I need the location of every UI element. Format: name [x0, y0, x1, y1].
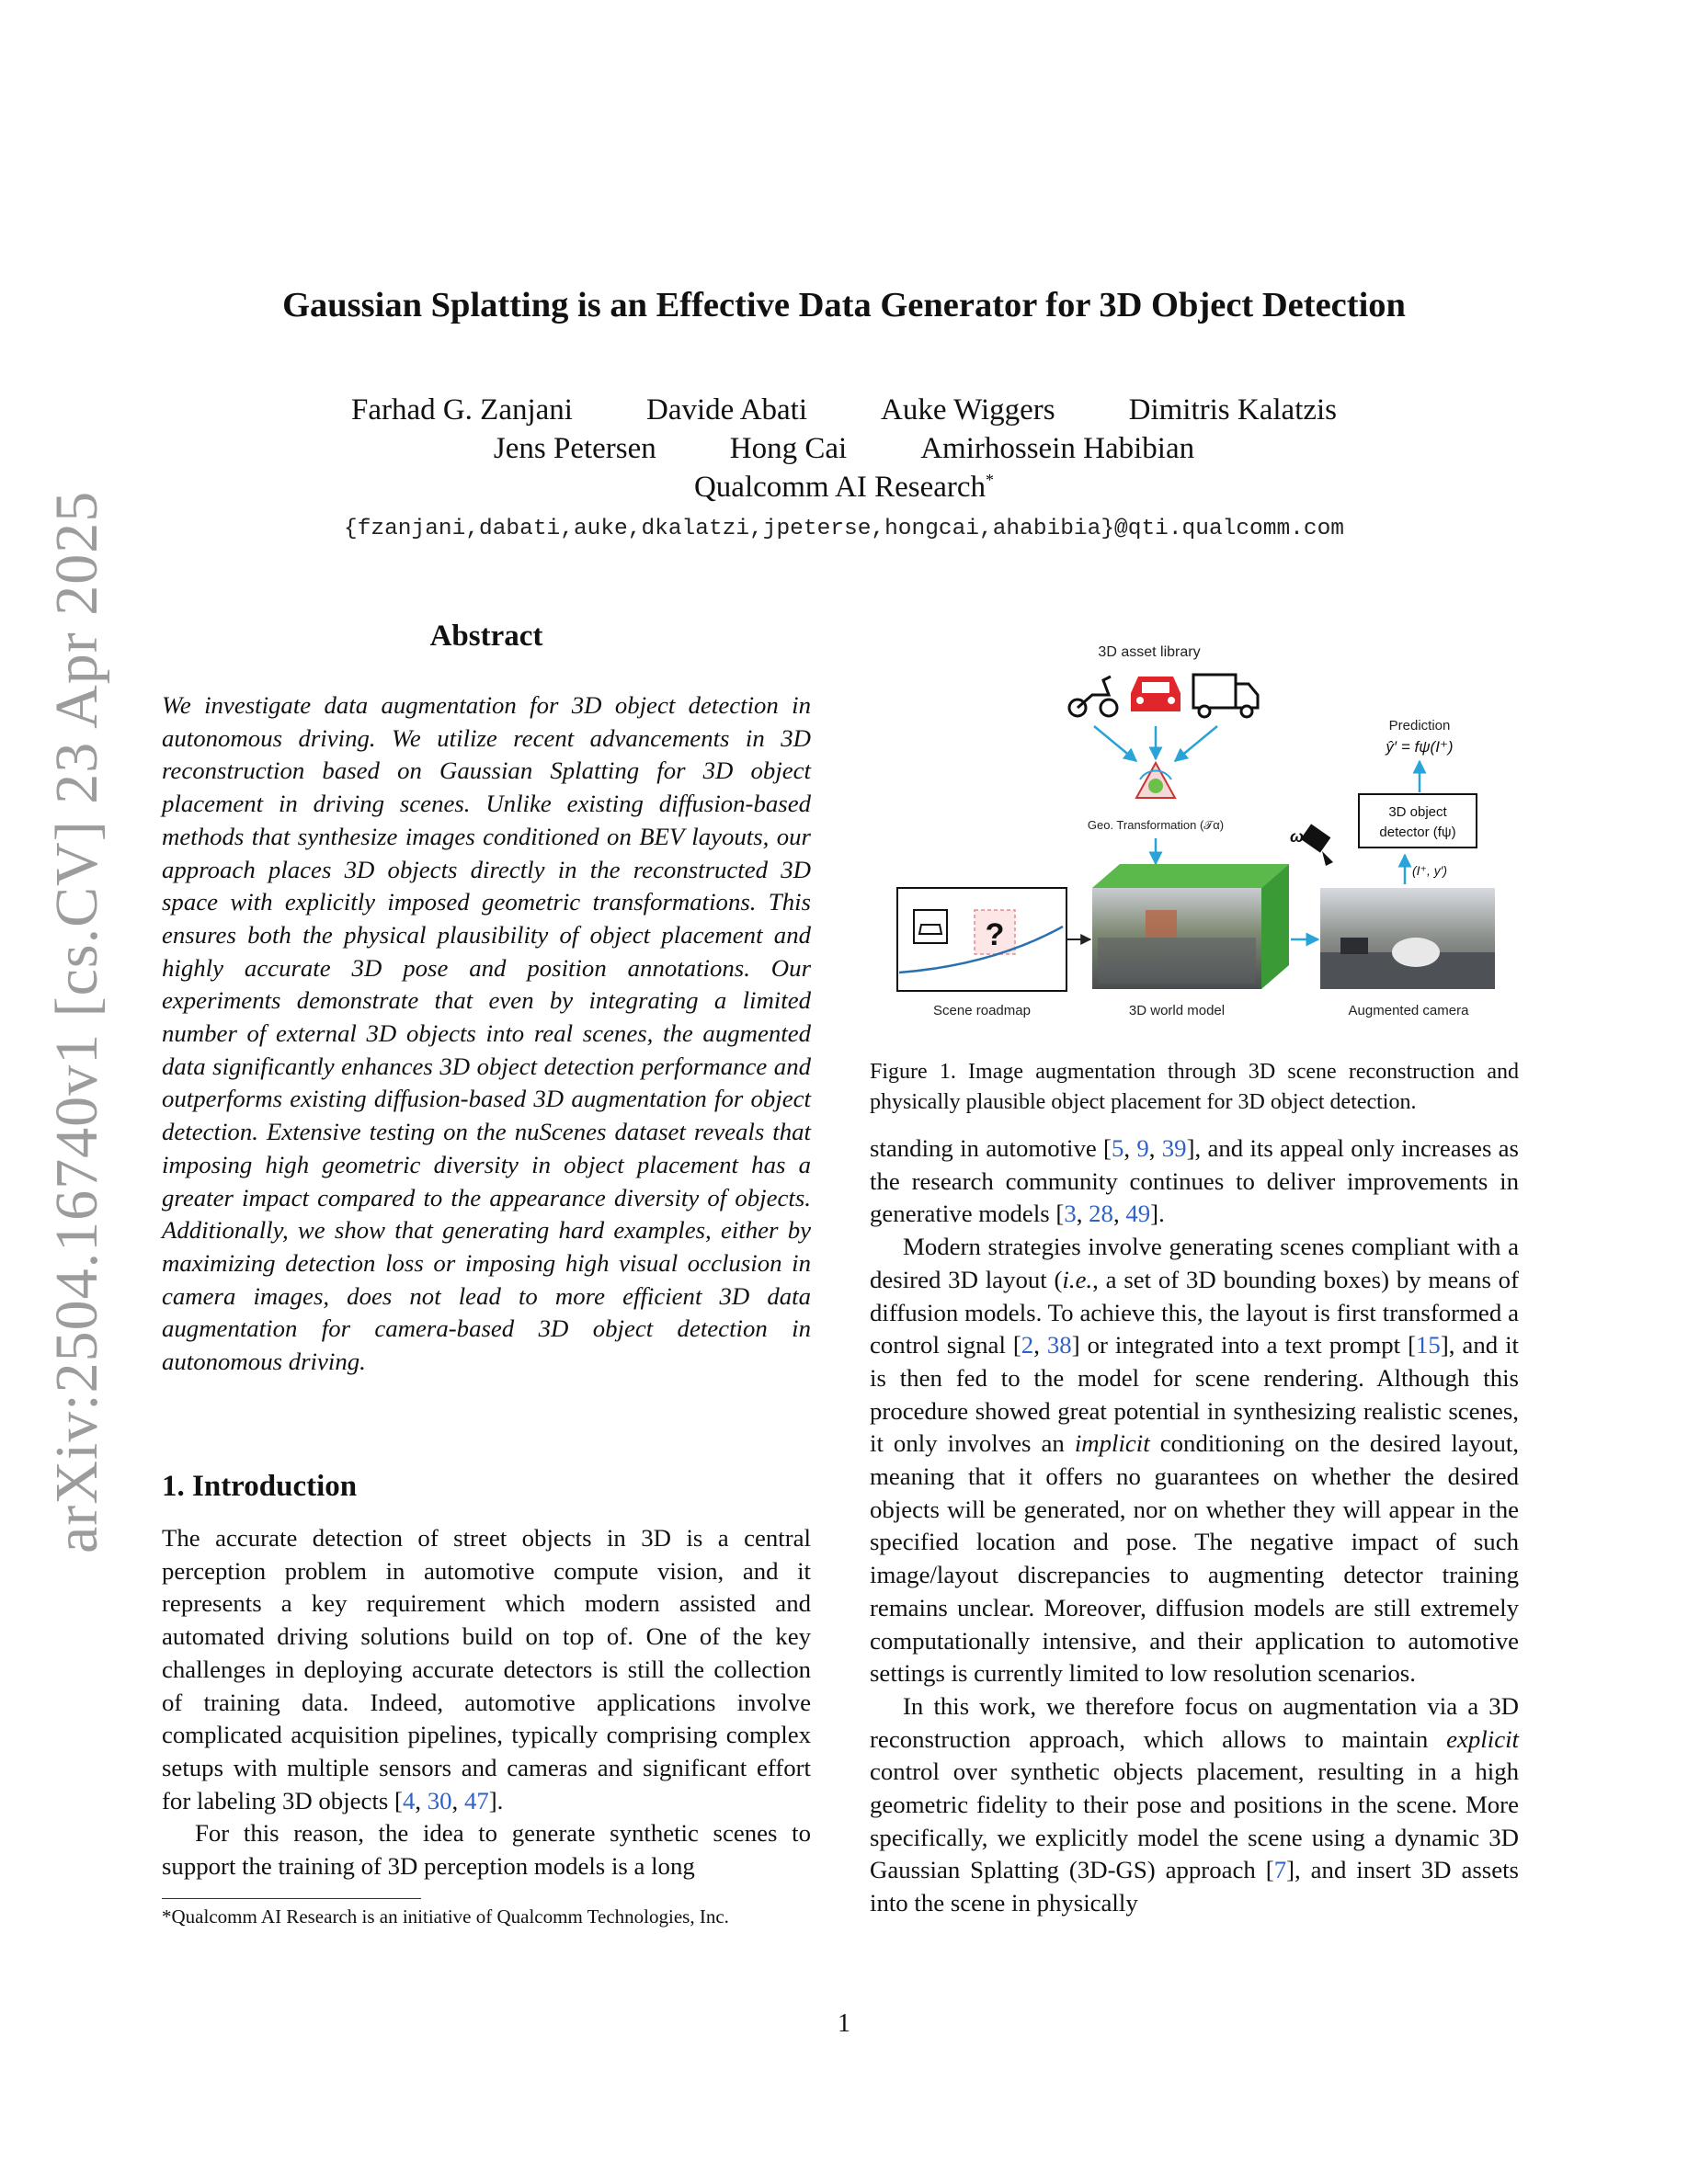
omega-symbol: ω [1290, 827, 1305, 846]
figure-1 [883, 634, 1517, 1020]
arxiv-watermark: arXiv:2504.16740v1 [cs.CV] 23 Apr 2025 [43, 490, 110, 1553]
citation-link[interactable]: 28 [1089, 1200, 1113, 1228]
abstract-text [162, 689, 811, 1379]
citation-link[interactable]: 30 [427, 1786, 452, 1814]
detector-input-label: (I⁺, y′) [1412, 863, 1448, 878]
footnote: *Qualcomm AI Research is an initiative of Qualcomm Technologies, Inc. [162, 1905, 729, 1928]
citation-link[interactable]: 9 [1136, 1134, 1149, 1162]
page-number: 1 [838, 2009, 850, 2038]
author-row-2 [0, 432, 1688, 466]
prediction-formula: ŷ′ = fψ(I⁺) [1386, 738, 1454, 756]
transform-gizmo-icon [1136, 763, 1175, 798]
geo-transformation-label: Geo. Transformation (𝒯α) [1087, 818, 1225, 832]
paragraph-modern-strategies: Modern strategies involve generating scenes compliant with a desired 3D layout (i.e., a set of 3D bounding boxes) by means of diffusion models. To achieve this, the layout is first transformed a control signal [2, 38] or integrated into a text prompt [15], and it is then fed to the model for scene rendering. Although this procedure showed great potential in synthesizing realistic scenes, it only involves an implicit conditioning on the desired layout, meaning that it offers no guarantees on whether the desired objects will be generated, nor on whether they will appear in the specified location and pose. The negative impact of such image/layout discrepancies to augmenting detector training remains unclear. Moreover, diffusion models are still extremely computationally intensive, and their application to automotive settings is currently limited to low resolution scenarios. [870, 1233, 1519, 1688]
citation-link[interactable]: 5 [1111, 1134, 1124, 1162]
camera-icon [1301, 824, 1333, 866]
author-name: Dimitris Kalatzis [1128, 393, 1338, 427]
citation-link[interactable]: 7 [1273, 1856, 1287, 1884]
citation-link[interactable]: 4 [402, 1786, 416, 1814]
truck-icon [1193, 675, 1258, 717]
citation-link[interactable]: 47 [463, 1786, 489, 1814]
citation-link[interactable]: 39 [1161, 1134, 1187, 1162]
figure-1-caption: Figure 1. Image augmentation through 3D scene reconstruction and physically plausible object placement for 3D object detection. [870, 1060, 1519, 1114]
citation-link[interactable]: 2 [1021, 1331, 1034, 1359]
augmented-camera-label: Augmented camera [1348, 1003, 1469, 1018]
paragraph-continued: standing in automotive [5, 9, 39], and its appeal only increases as the research community continues to deliver improvements in generative models [3, 28, 49]. [870, 1134, 1519, 1228]
asset-library-label: 3D asset library [1098, 644, 1201, 660]
prediction-label: Prediction [1388, 718, 1451, 734]
affiliation-name: Qualcomm AI Research [693, 471, 987, 504]
right-column-text [870, 1132, 1519, 1920]
author-row-1 [0, 393, 1688, 427]
scooter-icon [1069, 677, 1117, 716]
author-name: Davide Abati [645, 393, 808, 427]
affiliation-footnote-mark: * [986, 471, 995, 489]
paper-title: Gaussian Splatting is an Effective Data Generator for 3D Object Detection [282, 286, 1406, 324]
world-model-cube [1092, 864, 1289, 989]
author-emails: {fzanjani,dabati,auke,dkalatzi,jpeterse,hongcai,ahabibia}@qti.qualcomm.com [344, 517, 1344, 541]
author-name: Jens Petersen [493, 432, 656, 465]
affiliation [0, 471, 1688, 505]
detector-label-line-1: 3D object [1388, 804, 1447, 820]
citation-link[interactable]: 38 [1046, 1331, 1072, 1359]
paragraph-this-work: In this work, we therefore focus on augmentation via a 3D reconstruction approach, which allows to maintain explicit control over synthetic objects placement, resulting in a high geometric fidelity to their pose and positions in the scene. More specifically, we explicitly model the scene using a dynamic 3D Gaussian Splatting (3D-GS) approach [7], and insert 3D assets into the scene in physically [870, 1691, 1519, 1917]
augmented-camera-image [1320, 888, 1495, 989]
question-mark-icon: ? [985, 917, 1005, 952]
footnote-divider [162, 1898, 421, 1899]
introduction-text [162, 1522, 811, 1883]
citation-link[interactable]: 3 [1064, 1200, 1077, 1228]
abstract-paragraph: We investigate data augmentation for 3D object detection in autonomous driving. We utilize recent advancements in 3D reconstruction based on Gaussian Splatting for 3D object placement in driving scenes. Unlike existing diffusion-based methods that synthesize images conditioned on BEV layouts, our approach places 3D objects directly in the reconstructed 3D space with explicitly imposed geometric transformations. This ensures both the physical plausibility of object placement and highly accurate 3D pose and position annotations. Our experiments demonstrate that even by integrating a limited number of external 3D objects into real scenes, the augmented data significantly enhances 3D object detection performance and outperforms existing diffusion-based 3D augmentation for object detection. Extensive testing on the nuScenes dataset reveals that imposing high geometric diversity in object placement has a greater impact compared to the appearance diversity of objects. Additionally, we show that generating hard examples, either by maximizing detection loss or imposing high visual occlusion in camera images, does not lead to more efficient 3D data augmentation for camera-based 3D object detection in autonomous driving. [162, 691, 811, 1376]
scene-roadmap-label: Scene roadmap [933, 1003, 1031, 1018]
intro-paragraph-2: For this reason, the idea to generate synthetic scenes to support the training of 3D perception models is a long [162, 1819, 811, 1881]
red-car-icon [1131, 677, 1180, 711]
author-name: Auke Wiggers [881, 393, 1055, 427]
author-name: Farhad G. Zanjani [350, 393, 573, 427]
section-heading-introduction: 1. Introduction [162, 1470, 358, 1503]
abstract-heading: Abstract [429, 620, 543, 653]
citation-link[interactable]: 49 [1125, 1200, 1151, 1228]
detector-label-line-2: detector (fψ) [1379, 825, 1456, 840]
author-name: Hong Cai [729, 432, 848, 465]
citation-link[interactable]: 15 [1416, 1331, 1441, 1359]
author-name: Amirhossein Habibian [920, 432, 1195, 465]
intro-paragraph-1: The accurate detection of street objects in 3D is a central perception problem in automotive compute vision, and it represents a key requirement which modern assisted and automated driving solutions build on top of. One of the key challenges in deploying accurate detectors is still the collection of training data. Indeed, automotive applications involve complicated acquisition pipelines, typically comprising complex setups with multiple sensors and cameras and significant effort for labeling 3D objects [4, 30, 47]. [162, 1524, 811, 1814]
world-model-label: 3D world model [1128, 1003, 1226, 1018]
